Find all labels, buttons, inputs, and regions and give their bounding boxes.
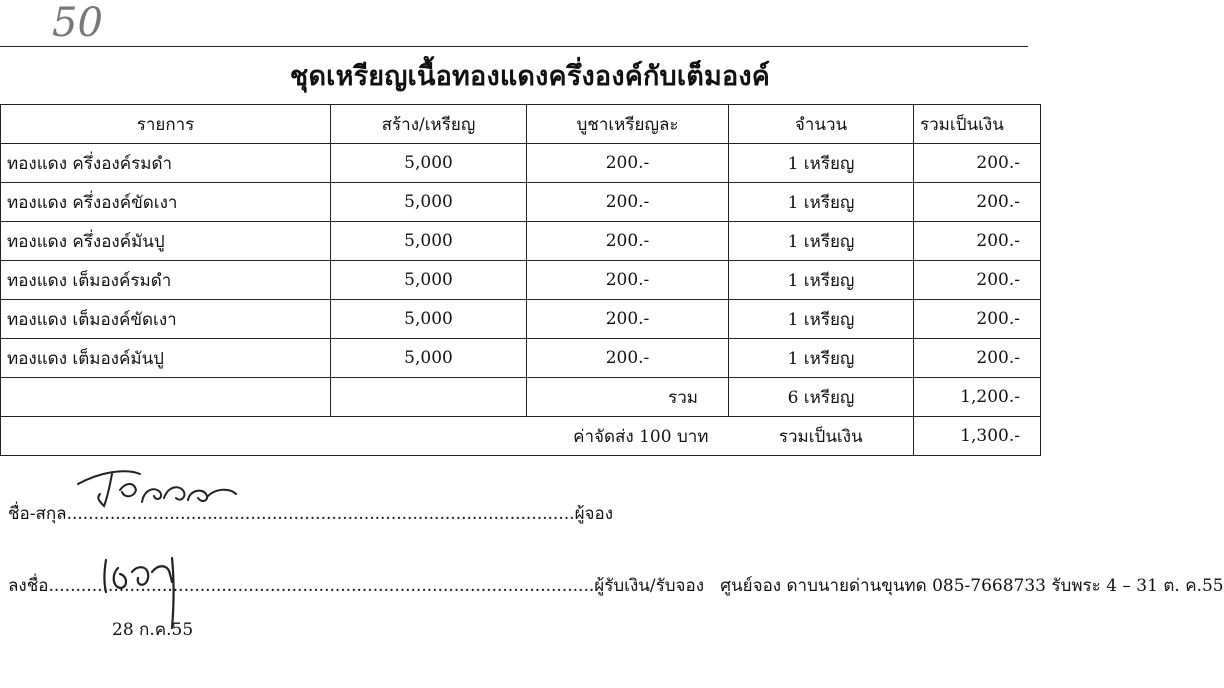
row-qty: 1 เหรียญ (729, 222, 914, 261)
row-total: 200.- (914, 183, 1041, 222)
row-price: 200.- (527, 261, 729, 300)
row-total: 200.- (914, 339, 1041, 378)
row-total: 200.- (914, 261, 1041, 300)
header-item: รายการ (1, 105, 331, 144)
document-title: ชุดเหรียญเนื้อทองแดงครึ่งองค์กับเต็มองค์ (289, 61, 771, 92)
table-row (1, 300, 1041, 339)
row-created: 5,000 (331, 222, 527, 261)
row-item: ทองแดง เต็มองค์ขัดเงา (1, 300, 331, 339)
shipping-label: ค่าจัดส่ง 100 บาท (1, 417, 729, 456)
table-row (1, 339, 1041, 378)
grand-total-value: 1,300.- (914, 417, 1041, 456)
date-text: 28 ก.ค.55 (112, 620, 194, 640)
table-row (1, 261, 1041, 300)
row-created: 5,000 (331, 300, 527, 339)
row-qty: 1 เหรียญ (729, 339, 914, 378)
page-number: 50 (52, 0, 103, 46)
row-item: ทองแดง ครึ่งองค์รมดำ (1, 144, 331, 183)
row-created: 5,000 (331, 339, 527, 378)
header-qty: จำนวน (729, 105, 914, 144)
receiver-label: ผู้รับเงิน/รับจอง (594, 576, 705, 596)
row-qty: 1 เหรียญ (729, 300, 914, 339)
name-dots: .............................................................................................. (66, 504, 575, 524)
header-price: บูชาเหรียญละ (527, 105, 729, 144)
header-total: รวมเป็นเงิน (914, 105, 1041, 144)
row-total: 200.- (914, 144, 1041, 183)
top-rule (0, 46, 1028, 47)
row-item: ทองแดง เต็มองค์รมดำ (1, 261, 331, 300)
row-item: ทองแดง ครึ่งองค์ขัดเงา (1, 183, 331, 222)
row-price: 200.- (527, 222, 729, 261)
row-total: 200.- (914, 222, 1041, 261)
row-qty: 1 เหรียญ (729, 183, 914, 222)
row-qty: 1 เหรียญ (729, 144, 914, 183)
row-created: 5,000 (331, 144, 527, 183)
row-price: 200.- (527, 300, 729, 339)
table-header-row (1, 105, 1041, 144)
name-label: ชื่อ-สกุล (8, 504, 67, 524)
table-row (1, 144, 1041, 183)
subtotal-empty (331, 378, 527, 417)
name-line (8, 500, 613, 527)
subtotal-total: 1,200.- (914, 378, 1041, 417)
sign-line (8, 572, 1224, 599)
subtotal-empty (1, 378, 331, 417)
booker-label: ผู้จอง (574, 504, 613, 524)
row-item: ทองแดง เต็มองค์มันปู (1, 339, 331, 378)
row-created: 5,000 (331, 261, 527, 300)
sign-label: ลงชื่อ (8, 576, 49, 596)
row-price: 200.- (527, 144, 729, 183)
row-qty: 1 เหรียญ (729, 261, 914, 300)
center-info: ศูนย์จอง ดาบนายด่านขุนทด 085-7668733 รับพระ 4 – 31 ต. ค.55 (720, 576, 1224, 596)
row-price: 200.- (527, 339, 729, 378)
row-item: ทองแดง ครึ่งองค์มันปู (1, 222, 331, 261)
subtotal-row (1, 378, 1041, 417)
row-price: 200.- (527, 183, 729, 222)
subtotal-qty: 6 เหรียญ (729, 378, 914, 417)
subtotal-label: รวม (527, 378, 729, 417)
table-row (1, 222, 1041, 261)
header-created: สร้าง/เหรียญ (331, 105, 527, 144)
sign-dots: ..................................................................................................... (48, 576, 595, 596)
table-row (1, 183, 1041, 222)
grand-total-row (1, 417, 1041, 456)
order-table (0, 104, 1041, 456)
row-created: 5,000 (331, 183, 527, 222)
grand-total-label: รวมเป็นเงิน (729, 417, 914, 456)
row-total: 200.- (914, 300, 1041, 339)
